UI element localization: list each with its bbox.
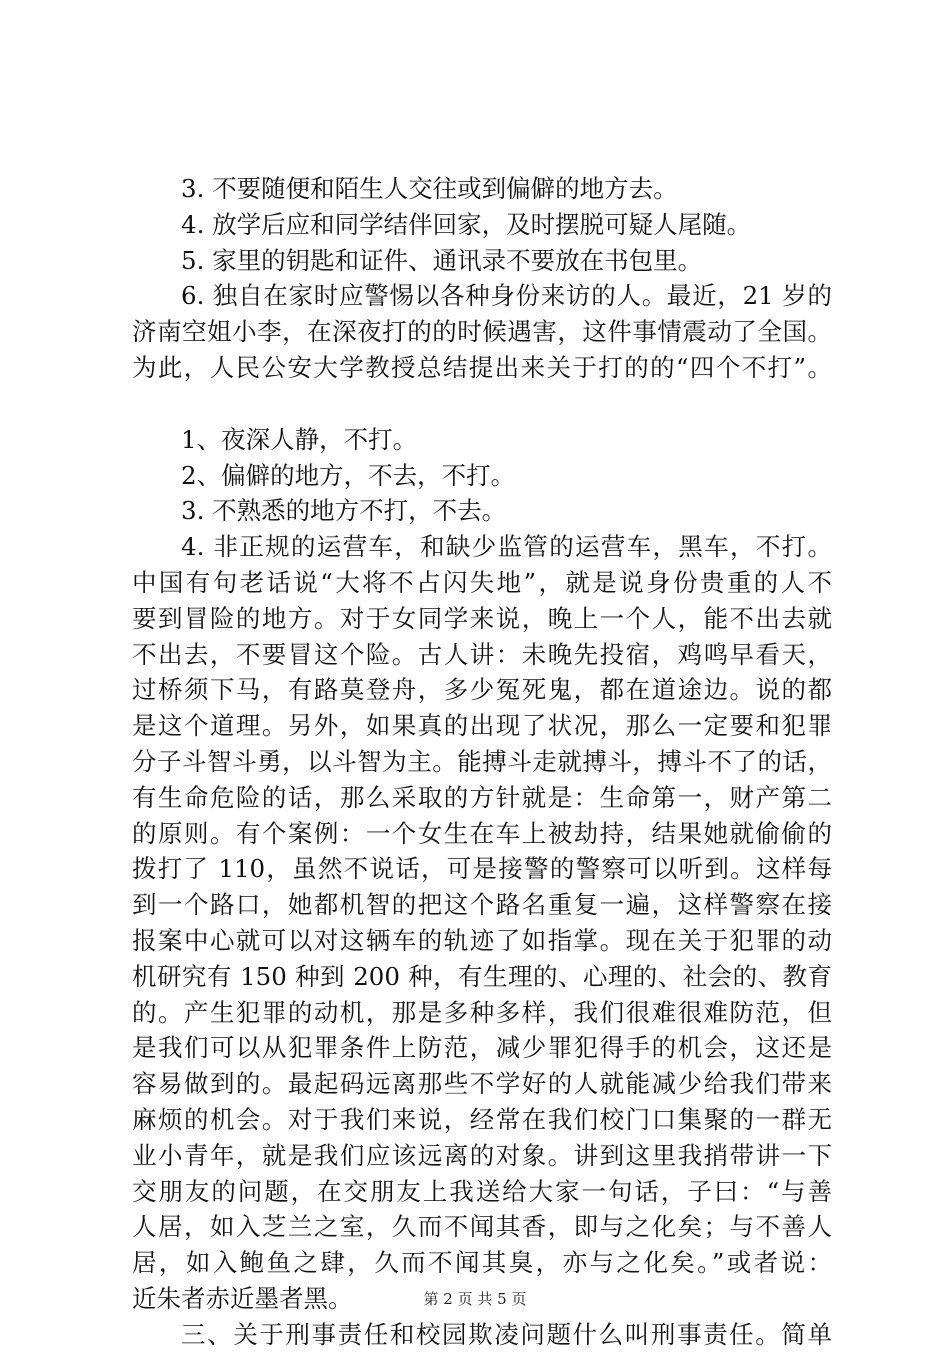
paragraph-line: 业小青年，就是我们应该远离的对象。讲到这里我捎带讲一下 (132, 1140, 832, 1170)
list-item: 3. 不要随便和陌生人交往或到偏僻的地方去。 (181, 174, 678, 203)
paragraph-line: 不出去，不要冒这个险。古人讲：未晚先投宿，鸡鸣早看天， (132, 639, 832, 669)
paragraph-line: 是这个道理。另外，如果真的出现了状况，那么一定要和犯罪 (132, 711, 832, 741)
paragraph-line: 居，如入鲍鱼之肆，久而不闻其臭，亦与之化矣。”或者说： (132, 1248, 832, 1278)
paragraph-line: 为此，人民公安大学教授总结提出来关于打的的“四个不打”。 (132, 352, 832, 382)
list-item: 5. 家里的钥匙和证件、通讯录不要放在书包里。 (181, 245, 703, 275)
paragraph-line: 4. 非正规的运营车，和缺少监管的运营车，黑车，不打。 (181, 532, 832, 562)
list-item: 1、夜深人静，不打。 (181, 424, 418, 454)
list-item: 2、偏僻的地方，不去，不打。 (181, 460, 516, 490)
paragraph-line: 拨打了 110，虽然不说话，可是接警的警察可以听到。这样每 (132, 854, 832, 884)
page-footer (0, 1288, 950, 1309)
paragraph-line: 有生命危险的话，那么采取的方针就是：生命第一，财产第二 (132, 782, 832, 812)
paragraph-line: 济南空姐小李，在深夜打的的时候遇害，这件事情震动了全国。 (132, 317, 832, 347)
paragraph-line: 的原则。有个案例：一个女生在车上被劫持，结果她就偷偷的 (132, 818, 832, 848)
document-body (132, 171, 832, 1353)
list-item: 3. 不熟悉的地方不打，不去。 (181, 496, 507, 526)
paragraph-gap (132, 386, 832, 422)
paragraph-line: 人居，如入芝兰之室，久而不闻其香，即与之化矣；与不善人 (132, 1212, 832, 1242)
paragraph-line: 是我们可以从犯罪条件上防范，减少罪犯得手的机会，这还是 (132, 1033, 832, 1063)
paragraph-line: 近朱者赤近墨者黑。 (132, 1283, 353, 1313)
page-number: 第 2 页 共 5 页 (423, 1290, 527, 1308)
paragraph-line: 中国有句老话说“大将不占闪失地”，就是说身份贵重的人不 (132, 567, 832, 597)
paragraph-line: 麻烦的机会。对于我们来说，经常在我们校门口集聚的一群无 (132, 1104, 832, 1134)
paragraph-line: 要到冒险的地方。对于女同学来说，晚上一个人，能不出去就 (132, 603, 832, 633)
list-item: 4. 放学后应和同学结伴回家，及时摆脱可疑人尾随。 (181, 209, 752, 239)
paragraph-line: 交朋友的问题，在交朋友上我送给大家一句话，子曰：“与善 (132, 1176, 832, 1206)
paragraph-line: 报案中心就可以对这辆车的轨迹了如指掌。现在关于犯罪的动 (132, 925, 832, 955)
paragraph-line: 分子斗智斗勇，以斗智为主。能搏斗走就搏斗，搏斗不了的话， (132, 746, 832, 776)
paragraph-line: 容易做到的。最起码远离那些不学好的人就能减少给我们带来 (132, 1069, 832, 1099)
section-heading-line: 三、关于刑事责任和校园欺凌问题什么叫刑事责任。简单 (181, 1319, 832, 1349)
paragraph-line: 到一个路口，她都机智的把这个路名重复一遍，这样警察在接 (132, 890, 832, 920)
paragraph-line: 机研究有 150 种到 200 种，有生理的、心理的、社会的、教育 (132, 961, 832, 991)
paragraph-line: 过桥须下马，有路莫登舟，多少冤死鬼，都在道途边。说的都 (132, 675, 832, 705)
paragraph-line: 6. 独自在家时应警惕以各种身份来访的人。最近，21 岁的 (181, 281, 832, 311)
paragraph-line: 的。产生犯罪的动机，那是多种多样，我们很难很难防范，但 (132, 997, 832, 1027)
